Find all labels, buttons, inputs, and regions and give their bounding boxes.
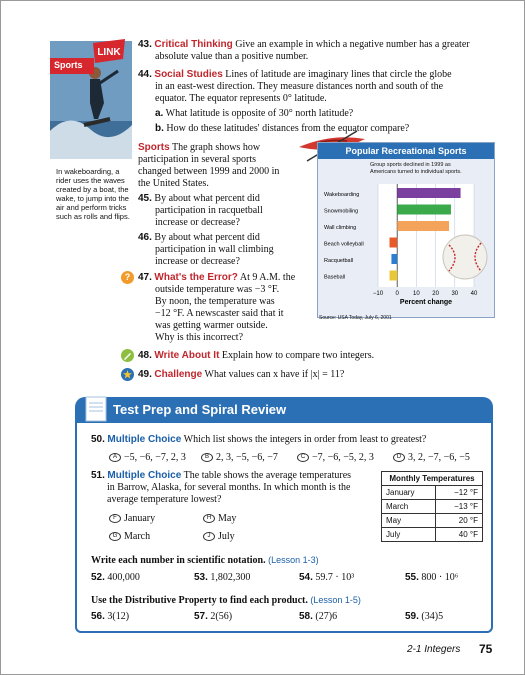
problem-52: 52. 400,000	[91, 572, 140, 583]
problem-47-line2: outside temperature was −3 °F.	[155, 284, 280, 295]
problem-55: 55. 800 · 10⁶	[405, 572, 459, 583]
problem-45: 45. By about what percent did	[138, 193, 260, 204]
chart-subtitle: Group sports declined in 1999 as Americans turned to individual sports.	[370, 162, 462, 175]
section-label: 2-1 Integers	[407, 644, 461, 655]
test-prep-title: Test Prep and Spiral Review	[113, 402, 287, 417]
page-number: 75	[479, 642, 493, 656]
baseball-illustration	[441, 233, 489, 281]
bar-5	[390, 271, 398, 281]
sports-intro-line4: the United States.	[138, 178, 209, 189]
test-prep-icon	[83, 395, 109, 423]
choice-d[interactable]: D 3, 2, −7, −6, −5	[393, 452, 470, 464]
category-label: Racquetball	[324, 258, 354, 264]
problem-54: 54. 59.7 · 10³	[299, 572, 355, 583]
choice-g[interactable]: G March	[109, 531, 150, 543]
table-title: Monthly Temperatures	[382, 472, 483, 486]
chart-title: Popular Recreational Sports	[318, 143, 494, 159]
choice-j[interactable]: J July	[203, 531, 235, 543]
problem-44a: a. What latitude is opposite of 30° north latitude?	[155, 108, 354, 119]
problem-53: 53. 1,802,300	[194, 572, 251, 583]
table-row: May 20 °F	[382, 514, 483, 528]
choice-b[interactable]: B 2, 3, −5, −6, −7	[201, 452, 278, 464]
sports-intro-line3: changed between 1999 and 2000 in	[138, 166, 280, 177]
x-tick-label: 30	[451, 291, 459, 297]
bar-0	[397, 188, 460, 198]
category-label: Wakeboarding	[324, 192, 360, 198]
problem-49: 49. Challenge What values can x have if |x| = 11?	[138, 369, 345, 380]
link-badge-text: LINK	[97, 47, 121, 58]
table-row: January −12 °F	[382, 486, 483, 500]
problem-44-line3: equator. The equator represents 0° latitude.	[155, 93, 327, 104]
photo-caption: In wakeboarding, a rider uses the waves created by a boat, the wake, to jump into the air and perform tricks such as rolls and flips.	[56, 167, 130, 221]
problem-46: 46. By about what percent did	[138, 232, 260, 243]
sci-notation-heading: Write each number in scientific notation. (Lesson 1-3)	[91, 555, 319, 566]
choice-f[interactable]: F January	[109, 513, 155, 525]
x-tick-label: 40	[470, 291, 478, 297]
problem-47-line6: Why is this incorrect?	[155, 332, 244, 343]
choice-a[interactable]: A −5, −6, −7, 2, 3	[109, 452, 186, 464]
problem-44-line2: in an east-west direction. They measure distances north and south of the	[155, 81, 444, 92]
bar-2	[397, 221, 449, 231]
problem-58: 58. (27)6	[299, 611, 338, 622]
problem-43: 43. Critical Thinking Give an example in which a negative number has a greater	[138, 39, 470, 50]
monthly-temperatures-table	[381, 471, 483, 542]
sports-bar-chart	[317, 142, 495, 318]
category-label: Wall climbing	[324, 225, 357, 231]
problem-56: 56. 3(12)	[91, 611, 130, 622]
distributive-heading: Use the Distributive Property to find each product. (Lesson 1-5)	[91, 595, 361, 606]
bar-1	[397, 205, 451, 215]
chart-source: Source: USA Today, July 6, 2001	[319, 315, 392, 321]
choice-h[interactable]: H May	[203, 513, 236, 525]
pencil-icon	[121, 349, 134, 362]
choice-c[interactable]: C −7, −6, −5, 2, 3	[297, 452, 374, 464]
problem-45-line3: increase or decrease?	[155, 217, 240, 228]
problem-51-line3: average temperature lowest?	[107, 494, 222, 505]
problem-47-line5: was getting warmer outside.	[155, 320, 268, 331]
link-badge	[91, 39, 127, 63]
sports-intro-line2: participation in several sports	[138, 154, 257, 165]
problem-43-line2: absolute value than a positive number.	[155, 51, 309, 62]
problem-51: 51. Multiple Choice The table shows the average temperatures	[91, 470, 352, 481]
category-label: Snowmobiling	[324, 208, 359, 215]
x-tick-label: 20	[432, 291, 439, 297]
table-row: March −13 °F	[382, 500, 483, 514]
problem-48: 48. Write About It Explain how to compare two integers.	[138, 350, 375, 361]
sports-tag: Sports	[50, 58, 94, 74]
problem-46-line2: participation in wall climbing	[155, 244, 274, 255]
table-row: July 40 °F	[382, 528, 483, 542]
problem-50: 50. Multiple Choice Which list shows the integers in order from least to greatest?	[91, 434, 427, 445]
problem-45-line2: participation in racquetball	[155, 205, 263, 216]
problem-47-line4: −12 °F. A newscaster said that it	[155, 308, 284, 319]
x-axis-label: Percent change	[399, 299, 453, 306]
problem-47-line3: By noon, the temperature was	[155, 296, 275, 307]
x-tick-label: −10	[372, 291, 384, 297]
bar-4	[391, 254, 397, 264]
problem-59: 59. (34)5	[405, 611, 444, 622]
category-label: Beach volleyball	[324, 241, 364, 248]
problem-46-line3: increase or decrease?	[155, 256, 240, 267]
bar-3	[390, 238, 398, 248]
x-tick-label: 10	[413, 291, 420, 297]
problem-44: 44. Social Studies Lines of latitude are imaginary lines that circle the globe	[138, 69, 452, 80]
problem-57: 57. 2(56)	[194, 611, 233, 622]
problem-44b: b. How do these latitudes' distances from the equator compare?	[155, 123, 410, 134]
problem-51-line2: in Barrow, Alaska, for several months. In which month is the	[107, 482, 351, 493]
problem-47: 47. What's the Error? At 9 A.M. the	[138, 272, 296, 283]
star-icon	[121, 368, 134, 381]
chart-plot	[318, 143, 496, 319]
x-tick-label: 0	[395, 291, 399, 297]
question-mark-icon: ?	[121, 271, 134, 284]
sports-intro: Sports The graph shows how	[138, 142, 261, 153]
category-label: Baseball	[324, 274, 346, 281]
